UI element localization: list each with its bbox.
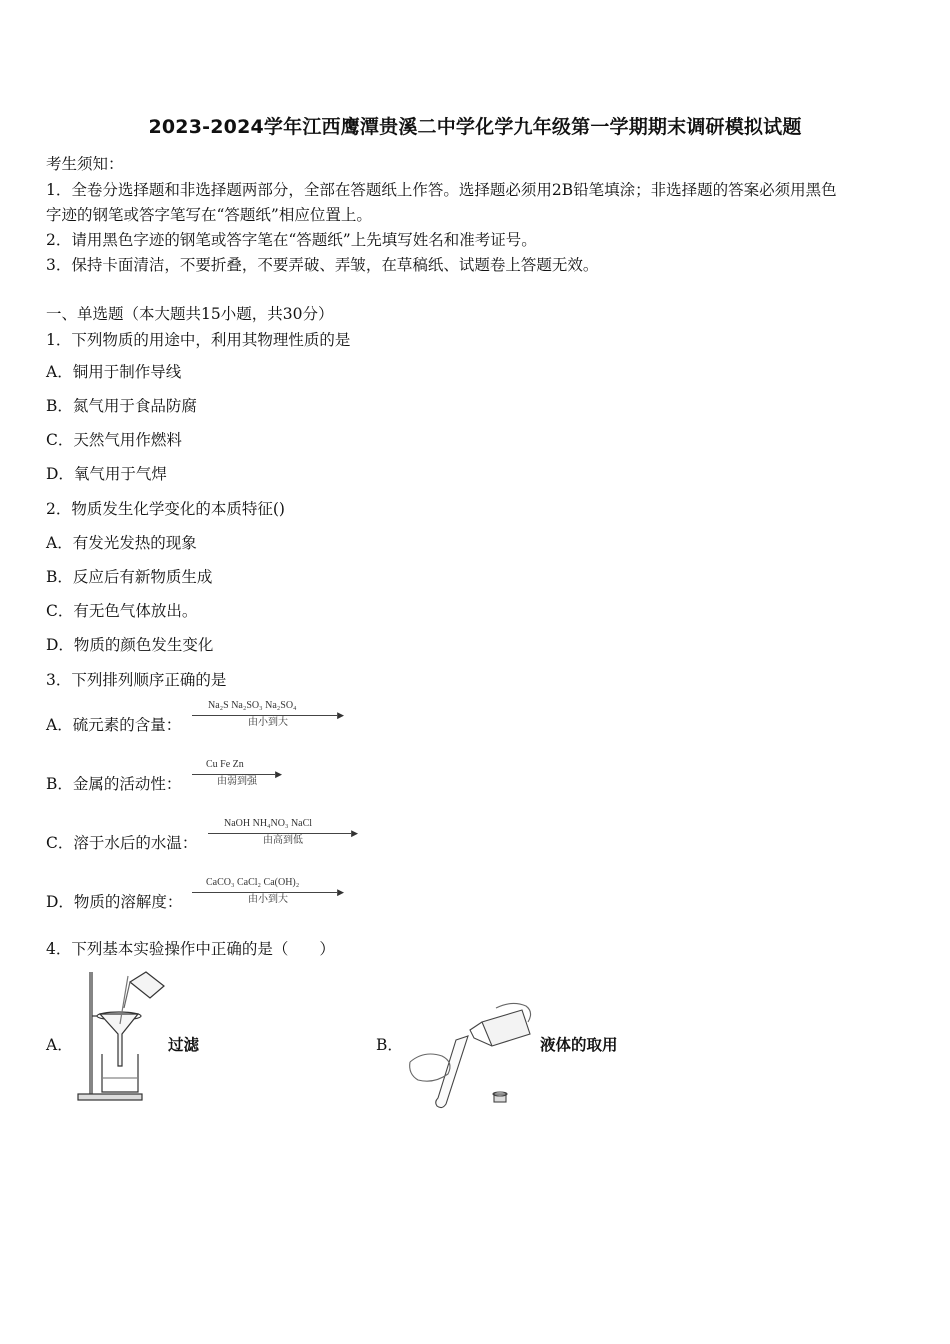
question-2-option-d: D．物质的颜色发生变化 [46,636,214,654]
question-2-option-c: C．有无色气体放出。 [46,602,198,620]
chain-direction: 由高到低 [263,835,303,846]
arrow-icon: ▶ [192,770,282,779]
notice-heading: 考生须知： [46,155,124,173]
option-b-caption: 液体的取用 [540,1035,618,1054]
notice-line-3: 2．请用黑色字迹的钢笔或答字笔在“答题纸”上先填写姓名和准考证号。 [46,231,537,249]
question-2-option-a: A．有发光发热的现象 [46,534,197,552]
notice-line-4: 3．保持卡面清洁，不要折叠，不要弄破、弄皱，在草稿纸、试题卷上答题无效。 [46,256,599,274]
notice-line-1: 1．全卷分选择题和非选择题两部分，全部在答题纸上作答。选择题必须用2B铅笔填涂；非选择题的答案必须用黑色 [46,181,837,199]
question-4-stem: 4．下列基本实验操作中正确的是（ ） [46,940,335,958]
page-title: 2023-2024学年江西鹰潭贵溪二中学化学九年级第一学期期末调研模拟试题 [148,116,802,138]
arrow-icon: ▶ [208,829,358,838]
notice-line-2: 字迹的钢笔或答字笔写在“答题纸”相应位置上。 [46,206,372,224]
question-3-stem: 3．下列排列顺序正确的是 [46,671,227,689]
chain-direction: 由小到大 [248,717,288,728]
chain-direction: 由小到大 [248,894,288,905]
question-3-option-c: C．溶于水后的水温： [46,834,198,852]
question-1-option-d: D．氧气用于气焊 [46,465,167,483]
liquid-pouring-figure [404,1000,538,1110]
question-4-option-a: A． [46,1036,73,1054]
question-1-option-b: B．氮气用于食品防腐 [46,397,197,415]
question-2-stem: 2．物质发生化学变化的本质特征() [46,500,285,518]
chain-metal-activity [192,759,282,787]
chain-formulas: Cu Fe Zn [206,759,244,770]
question-3-option-b: B．金属的活动性： [46,775,182,793]
question-3-option-d: D．物质的溶解度： [46,893,183,911]
question-2-option-b: B．反应后有新物质生成 [46,568,213,586]
filtration-apparatus-figure [72,968,170,1106]
question-1-option-a: A．铜用于制作导线 [46,363,182,381]
question-4-option-b: B． [376,1036,403,1054]
section-heading: 一、单选题（本大题共15小题，共30分） [46,305,334,323]
question-1-stem: 1．下列物质的用途中，利用其物理性质的是 [46,331,351,349]
chain-formulas: CaCO₃ CaCl₂ Ca(OH)₂ [206,877,300,888]
chain-sulfur-content [192,700,344,728]
question-1-option-c: C．天然气用作燃料 [46,431,182,449]
chain-water-temperature [208,818,358,846]
chain-formulas: NaOH NH₄NO₃ NaCl [224,818,313,829]
chain-direction: 由弱到强 [217,776,257,787]
option-a-caption: 过滤 [168,1035,200,1054]
arrow-icon: ▶ [192,711,344,720]
chain-solubility [192,877,344,905]
chain-formulas: Na₂S Na₂SO₃ Na₂SO₄ [208,700,297,711]
arrow-icon: ▶ [192,888,344,897]
question-3-option-a: A．硫元素的含量： [46,716,182,734]
